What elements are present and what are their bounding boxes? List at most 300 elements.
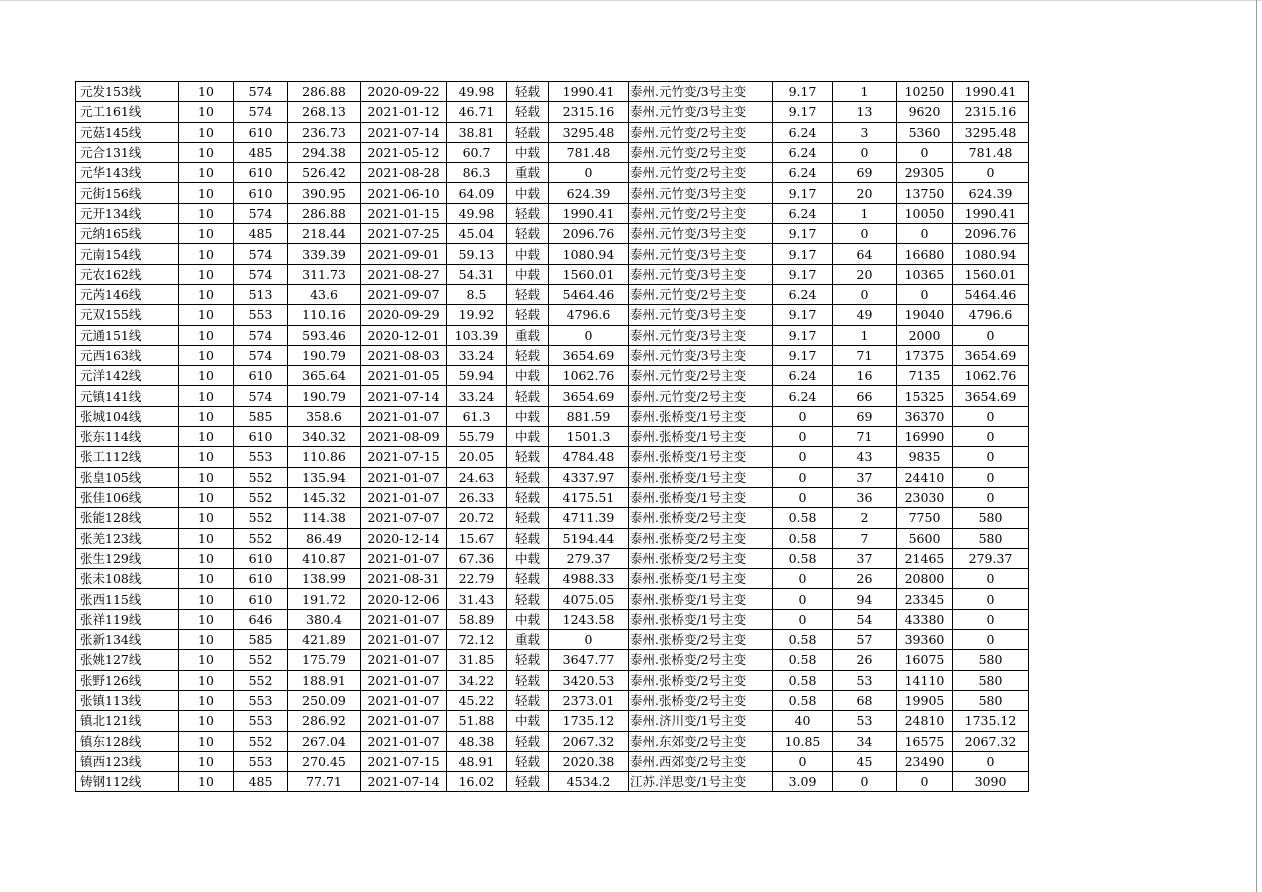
max-current-cell[interactable]: 110.86 [288, 447, 361, 467]
transformer-spare-cell[interactable]: 40 [773, 711, 833, 731]
spare-capacity-cell[interactable]: 0 [549, 163, 629, 183]
load-rate-cell[interactable]: 46.71 [447, 102, 507, 122]
user-count-cell[interactable]: 49 [833, 305, 897, 325]
load-rate-cell[interactable]: 24.63 [447, 467, 507, 487]
max-current-cell[interactable]: 218.44 [288, 224, 361, 244]
line-name-cell[interactable]: 张生129线 [76, 548, 179, 568]
voltage-cell[interactable]: 10 [179, 82, 234, 102]
transformer-cell[interactable]: 泰州.元竹变/2号主变 [629, 203, 773, 223]
line-name-cell[interactable]: 张城104线 [76, 406, 179, 426]
date-cell[interactable]: 2020-09-22 [361, 82, 447, 102]
user-count-cell[interactable]: 26 [833, 650, 897, 670]
rated-current-cell[interactable]: 485 [234, 224, 288, 244]
user-count-cell[interactable]: 26 [833, 569, 897, 589]
user-count-cell[interactable]: 1 [833, 82, 897, 102]
load-status-cell[interactable]: 轻载 [507, 82, 549, 102]
spare-capacity-cell[interactable]: 2373.01 [549, 690, 629, 710]
load-status-cell[interactable]: 重载 [507, 630, 549, 650]
line-name-cell[interactable]: 张未108线 [76, 569, 179, 589]
max-current-cell[interactable]: 190.79 [288, 386, 361, 406]
load-rate-cell[interactable]: 55.79 [447, 427, 507, 447]
transfer-capacity-cell[interactable]: 0 [953, 325, 1029, 345]
rated-current-cell[interactable]: 553 [234, 690, 288, 710]
load-rate-cell[interactable]: 20.05 [447, 447, 507, 467]
load-status-cell[interactable]: 轻载 [507, 751, 549, 771]
date-cell[interactable]: 2021-07-14 [361, 772, 447, 792]
rated-current-cell[interactable]: 610 [234, 427, 288, 447]
load-rate-cell[interactable]: 48.38 [447, 731, 507, 751]
date-cell[interactable]: 2021-01-07 [361, 487, 447, 507]
rated-current-cell[interactable]: 552 [234, 528, 288, 548]
transfer-capacity-cell[interactable]: 580 [953, 670, 1029, 690]
date-cell[interactable]: 2020-09-29 [361, 305, 447, 325]
load-status-cell[interactable]: 轻载 [507, 345, 549, 365]
capacity-cell[interactable]: 21465 [897, 548, 953, 568]
max-current-cell[interactable]: 339.39 [288, 244, 361, 264]
transformer-spare-cell[interactable]: 9.17 [773, 325, 833, 345]
transformer-cell[interactable]: 泰州.元竹变/3号主变 [629, 82, 773, 102]
max-current-cell[interactable]: 390.95 [288, 183, 361, 203]
transformer-spare-cell[interactable]: 0.58 [773, 508, 833, 528]
transformer-cell[interactable]: 泰州.张桥变/1号主变 [629, 447, 773, 467]
spare-capacity-cell[interactable]: 3420.53 [549, 670, 629, 690]
voltage-cell[interactable]: 10 [179, 427, 234, 447]
spare-capacity-cell[interactable]: 5194.44 [549, 528, 629, 548]
user-count-cell[interactable]: 0 [833, 284, 897, 304]
rated-current-cell[interactable]: 646 [234, 609, 288, 629]
user-count-cell[interactable]: 16 [833, 366, 897, 386]
transformer-spare-cell[interactable]: 0 [773, 467, 833, 487]
transformer-spare-cell[interactable]: 6.24 [773, 366, 833, 386]
load-status-cell[interactable]: 轻载 [507, 731, 549, 751]
voltage-cell[interactable]: 10 [179, 751, 234, 771]
spare-capacity-cell[interactable]: 4075.05 [549, 589, 629, 609]
max-current-cell[interactable]: 114.38 [288, 508, 361, 528]
max-current-cell[interactable]: 86.49 [288, 528, 361, 548]
transformer-spare-cell[interactable]: 6.24 [773, 386, 833, 406]
spare-capacity-cell[interactable]: 4711.39 [549, 508, 629, 528]
capacity-cell[interactable]: 10050 [897, 203, 953, 223]
transfer-capacity-cell[interactable]: 0 [953, 447, 1029, 467]
load-rate-cell[interactable]: 103.39 [447, 325, 507, 345]
voltage-cell[interactable]: 10 [179, 630, 234, 650]
transfer-capacity-cell[interactable]: 580 [953, 690, 1029, 710]
load-rate-cell[interactable]: 33.24 [447, 345, 507, 365]
transformer-cell[interactable]: 泰州.张桥变/1号主变 [629, 467, 773, 487]
voltage-cell[interactable]: 10 [179, 569, 234, 589]
max-current-cell[interactable]: 268.13 [288, 102, 361, 122]
load-status-cell[interactable]: 中载 [507, 427, 549, 447]
voltage-cell[interactable]: 10 [179, 447, 234, 467]
load-status-cell[interactable]: 轻载 [507, 690, 549, 710]
transformer-cell[interactable]: 泰州.元竹变/2号主变 [629, 163, 773, 183]
transfer-capacity-cell[interactable]: 1990.41 [953, 82, 1029, 102]
capacity-cell[interactable]: 14110 [897, 670, 953, 690]
spare-capacity-cell[interactable]: 3654.69 [549, 345, 629, 365]
date-cell[interactable]: 2021-01-07 [361, 690, 447, 710]
load-status-cell[interactable]: 轻载 [507, 569, 549, 589]
user-count-cell[interactable]: 64 [833, 244, 897, 264]
rated-current-cell[interactable]: 553 [234, 447, 288, 467]
user-count-cell[interactable]: 13 [833, 102, 897, 122]
max-current-cell[interactable]: 294.38 [288, 142, 361, 162]
capacity-cell[interactable]: 10365 [897, 264, 953, 284]
capacity-cell[interactable]: 0 [897, 224, 953, 244]
max-current-cell[interactable]: 526.42 [288, 163, 361, 183]
rated-current-cell[interactable]: 552 [234, 670, 288, 690]
voltage-cell[interactable]: 10 [179, 548, 234, 568]
capacity-cell[interactable]: 36370 [897, 406, 953, 426]
transformer-cell[interactable]: 泰州.元竹变/3号主变 [629, 325, 773, 345]
transformer-cell[interactable]: 泰州.元竹变/3号主变 [629, 244, 773, 264]
spare-capacity-cell[interactable]: 1560.01 [549, 264, 629, 284]
capacity-cell[interactable]: 0 [897, 142, 953, 162]
voltage-cell[interactable]: 10 [179, 366, 234, 386]
spare-capacity-cell[interactable]: 279.37 [549, 548, 629, 568]
transformer-spare-cell[interactable]: 9.17 [773, 305, 833, 325]
transformer-cell[interactable]: 泰州.西郊变/2号主变 [629, 751, 773, 771]
date-cell[interactable]: 2021-01-07 [361, 406, 447, 426]
transfer-capacity-cell[interactable]: 5464.46 [953, 284, 1029, 304]
load-status-cell[interactable]: 重载 [507, 163, 549, 183]
voltage-cell[interactable]: 10 [179, 325, 234, 345]
load-rate-cell[interactable]: 45.04 [447, 224, 507, 244]
spare-capacity-cell[interactable]: 4784.48 [549, 447, 629, 467]
load-rate-cell[interactable]: 49.98 [447, 82, 507, 102]
line-name-cell[interactable]: 元菇145线 [76, 122, 179, 142]
voltage-cell[interactable]: 10 [179, 305, 234, 325]
user-count-cell[interactable]: 0 [833, 224, 897, 244]
capacity-cell[interactable]: 13750 [897, 183, 953, 203]
load-rate-cell[interactable]: 19.92 [447, 305, 507, 325]
max-current-cell[interactable]: 286.88 [288, 82, 361, 102]
transformer-spare-cell[interactable]: 6.24 [773, 203, 833, 223]
line-name-cell[interactable]: 元街156线 [76, 183, 179, 203]
spare-capacity-cell[interactable]: 1062.76 [549, 366, 629, 386]
transformer-cell[interactable]: 泰州.济川变/1号主变 [629, 711, 773, 731]
capacity-cell[interactable]: 0 [897, 772, 953, 792]
capacity-cell[interactable]: 23030 [897, 487, 953, 507]
voltage-cell[interactable]: 10 [179, 670, 234, 690]
load-rate-cell[interactable]: 64.09 [447, 183, 507, 203]
voltage-cell[interactable]: 10 [179, 589, 234, 609]
spare-capacity-cell[interactable]: 624.39 [549, 183, 629, 203]
spare-capacity-cell[interactable]: 3654.69 [549, 386, 629, 406]
voltage-cell[interactable]: 10 [179, 731, 234, 751]
max-current-cell[interactable]: 593.46 [288, 325, 361, 345]
date-cell[interactable]: 2021-09-07 [361, 284, 447, 304]
transformer-spare-cell[interactable]: 6.24 [773, 163, 833, 183]
load-status-cell[interactable]: 中载 [507, 183, 549, 203]
rated-current-cell[interactable]: 574 [234, 345, 288, 365]
transfer-capacity-cell[interactable]: 1062.76 [953, 366, 1029, 386]
line-name-cell[interactable]: 元洋142线 [76, 366, 179, 386]
voltage-cell[interactable]: 10 [179, 690, 234, 710]
max-current-cell[interactable]: 191.72 [288, 589, 361, 609]
transformer-cell[interactable]: 泰州.张桥变/1号主变 [629, 609, 773, 629]
voltage-cell[interactable]: 10 [179, 467, 234, 487]
date-cell[interactable]: 2020-12-01 [361, 325, 447, 345]
load-rate-cell[interactable]: 60.7 [447, 142, 507, 162]
capacity-cell[interactable]: 43380 [897, 609, 953, 629]
max-current-cell[interactable]: 188.91 [288, 670, 361, 690]
load-status-cell[interactable]: 轻载 [507, 305, 549, 325]
user-count-cell[interactable]: 0 [833, 772, 897, 792]
transformer-cell[interactable]: 泰州.元竹变/3号主变 [629, 305, 773, 325]
transformer-spare-cell[interactable]: 9.17 [773, 183, 833, 203]
rated-current-cell[interactable]: 610 [234, 183, 288, 203]
line-name-cell[interactable]: 元南154线 [76, 244, 179, 264]
user-count-cell[interactable]: 71 [833, 427, 897, 447]
max-current-cell[interactable]: 410.87 [288, 548, 361, 568]
transformer-spare-cell[interactable]: 0.58 [773, 690, 833, 710]
load-rate-cell[interactable]: 59.13 [447, 244, 507, 264]
load-status-cell[interactable]: 中载 [507, 711, 549, 731]
transfer-capacity-cell[interactable]: 0 [953, 163, 1029, 183]
rated-current-cell[interactable]: 574 [234, 264, 288, 284]
date-cell[interactable]: 2021-01-07 [361, 711, 447, 731]
transfer-capacity-cell[interactable]: 3654.69 [953, 345, 1029, 365]
date-cell[interactable]: 2021-08-31 [361, 569, 447, 589]
date-cell[interactable]: 2021-01-07 [361, 609, 447, 629]
capacity-cell[interactable]: 2000 [897, 325, 953, 345]
rated-current-cell[interactable]: 552 [234, 731, 288, 751]
capacity-cell[interactable]: 16680 [897, 244, 953, 264]
transformer-cell[interactable]: 泰州.张桥变/2号主变 [629, 630, 773, 650]
line-name-cell[interactable]: 元通151线 [76, 325, 179, 345]
transformer-spare-cell[interactable]: 9.17 [773, 264, 833, 284]
rated-current-cell[interactable]: 552 [234, 508, 288, 528]
voltage-cell[interactable]: 10 [179, 183, 234, 203]
user-count-cell[interactable]: 69 [833, 163, 897, 183]
transformer-spare-cell[interactable]: 0 [773, 406, 833, 426]
load-status-cell[interactable]: 中载 [507, 609, 549, 629]
date-cell[interactable]: 2021-01-07 [361, 650, 447, 670]
date-cell[interactable]: 2021-08-28 [361, 163, 447, 183]
rated-current-cell[interactable]: 585 [234, 406, 288, 426]
voltage-cell[interactable]: 10 [179, 122, 234, 142]
line-name-cell[interactable]: 元工161线 [76, 102, 179, 122]
capacity-cell[interactable]: 0 [897, 284, 953, 304]
load-status-cell[interactable]: 轻载 [507, 284, 549, 304]
load-rate-cell[interactable]: 31.85 [447, 650, 507, 670]
load-rate-cell[interactable]: 49.98 [447, 203, 507, 223]
rated-current-cell[interactable]: 574 [234, 386, 288, 406]
max-current-cell[interactable]: 358.6 [288, 406, 361, 426]
spare-capacity-cell[interactable]: 3647.77 [549, 650, 629, 670]
transformer-cell[interactable]: 泰州.元竹变/3号主变 [629, 264, 773, 284]
load-status-cell[interactable]: 中载 [507, 264, 549, 284]
voltage-cell[interactable]: 10 [179, 406, 234, 426]
rated-current-cell[interactable]: 552 [234, 467, 288, 487]
line-name-cell[interactable]: 张野126线 [76, 670, 179, 690]
transformer-spare-cell[interactable]: 9.17 [773, 224, 833, 244]
voltage-cell[interactable]: 10 [179, 487, 234, 507]
load-status-cell[interactable]: 中载 [507, 548, 549, 568]
load-status-cell[interactable]: 轻载 [507, 467, 549, 487]
max-current-cell[interactable]: 340.32 [288, 427, 361, 447]
date-cell[interactable]: 2021-07-14 [361, 386, 447, 406]
user-count-cell[interactable]: 53 [833, 711, 897, 731]
load-rate-cell[interactable]: 67.36 [447, 548, 507, 568]
voltage-cell[interactable]: 10 [179, 142, 234, 162]
spare-capacity-cell[interactable]: 4988.33 [549, 569, 629, 589]
transformer-spare-cell[interactable]: 0.58 [773, 548, 833, 568]
transformer-cell[interactable]: 泰州.东郊变/2号主变 [629, 731, 773, 751]
user-count-cell[interactable]: 36 [833, 487, 897, 507]
date-cell[interactable]: 2020-12-14 [361, 528, 447, 548]
spare-capacity-cell[interactable]: 1080.94 [549, 244, 629, 264]
line-name-cell[interactable]: 张佳106线 [76, 487, 179, 507]
max-current-cell[interactable]: 421.89 [288, 630, 361, 650]
transformer-cell[interactable]: 泰州.元竹变/3号主变 [629, 345, 773, 365]
capacity-cell[interactable]: 24410 [897, 467, 953, 487]
user-count-cell[interactable]: 43 [833, 447, 897, 467]
load-status-cell[interactable]: 轻载 [507, 772, 549, 792]
capacity-cell[interactable]: 20800 [897, 569, 953, 589]
transformer-spare-cell[interactable]: 3.09 [773, 772, 833, 792]
transformer-cell[interactable]: 泰州.元竹变/3号主变 [629, 183, 773, 203]
transfer-capacity-cell[interactable]: 0 [953, 751, 1029, 771]
load-status-cell[interactable]: 轻载 [507, 386, 549, 406]
transfer-capacity-cell[interactable]: 0 [953, 406, 1029, 426]
max-current-cell[interactable]: 190.79 [288, 345, 361, 365]
capacity-cell[interactable]: 9835 [897, 447, 953, 467]
spare-capacity-cell[interactable]: 0 [549, 630, 629, 650]
load-rate-cell[interactable]: 45.22 [447, 690, 507, 710]
transformer-spare-cell[interactable]: 0 [773, 487, 833, 507]
line-name-cell[interactable]: 张祥119线 [76, 609, 179, 629]
rated-current-cell[interactable]: 610 [234, 548, 288, 568]
line-name-cell[interactable]: 镇北121线 [76, 711, 179, 731]
transfer-capacity-cell[interactable]: 781.48 [953, 142, 1029, 162]
user-count-cell[interactable]: 34 [833, 731, 897, 751]
line-name-cell[interactable]: 元纳165线 [76, 224, 179, 244]
user-count-cell[interactable]: 20 [833, 264, 897, 284]
transfer-capacity-cell[interactable]: 279.37 [953, 548, 1029, 568]
spare-capacity-cell[interactable]: 4175.51 [549, 487, 629, 507]
spare-capacity-cell[interactable]: 2315.16 [549, 102, 629, 122]
transfer-capacity-cell[interactable]: 0 [953, 467, 1029, 487]
voltage-cell[interactable]: 10 [179, 508, 234, 528]
load-status-cell[interactable]: 轻载 [507, 102, 549, 122]
voltage-cell[interactable]: 10 [179, 345, 234, 365]
transfer-capacity-cell[interactable]: 3654.69 [953, 386, 1029, 406]
capacity-cell[interactable]: 7135 [897, 366, 953, 386]
max-current-cell[interactable]: 267.04 [288, 731, 361, 751]
transfer-capacity-cell[interactable]: 0 [953, 427, 1029, 447]
user-count-cell[interactable]: 68 [833, 690, 897, 710]
load-rate-cell[interactable]: 54.31 [447, 264, 507, 284]
transformer-spare-cell[interactable]: 10.85 [773, 731, 833, 751]
date-cell[interactable]: 2021-01-07 [361, 548, 447, 568]
capacity-cell[interactable]: 23345 [897, 589, 953, 609]
load-status-cell[interactable]: 中载 [507, 142, 549, 162]
max-current-cell[interactable]: 365.64 [288, 366, 361, 386]
load-rate-cell[interactable]: 72.12 [447, 630, 507, 650]
transformer-spare-cell[interactable]: 9.17 [773, 82, 833, 102]
rated-current-cell[interactable]: 485 [234, 142, 288, 162]
transfer-capacity-cell[interactable]: 2067.32 [953, 731, 1029, 751]
capacity-cell[interactable]: 39360 [897, 630, 953, 650]
line-name-cell[interactable]: 元镇141线 [76, 386, 179, 406]
load-rate-cell[interactable]: 31.43 [447, 589, 507, 609]
spare-capacity-cell[interactable]: 2067.32 [549, 731, 629, 751]
load-status-cell[interactable]: 轻载 [507, 670, 549, 690]
line-name-cell[interactable]: 张西115线 [76, 589, 179, 609]
voltage-cell[interactable]: 10 [179, 102, 234, 122]
date-cell[interactable]: 2021-01-12 [361, 102, 447, 122]
capacity-cell[interactable]: 23490 [897, 751, 953, 771]
transformer-cell[interactable]: 泰州.张桥变/2号主变 [629, 528, 773, 548]
transfer-capacity-cell[interactable]: 580 [953, 508, 1029, 528]
rated-current-cell[interactable]: 585 [234, 630, 288, 650]
transfer-capacity-cell[interactable]: 580 [953, 528, 1029, 548]
transfer-capacity-cell[interactable]: 1080.94 [953, 244, 1029, 264]
transformer-cell[interactable]: 江苏.洋思变/1号主变 [629, 772, 773, 792]
line-name-cell[interactable]: 元芮146线 [76, 284, 179, 304]
transformer-spare-cell[interactable]: 0 [773, 609, 833, 629]
load-status-cell[interactable]: 轻载 [507, 528, 549, 548]
date-cell[interactable]: 2021-07-15 [361, 751, 447, 771]
max-current-cell[interactable]: 311.73 [288, 264, 361, 284]
rated-current-cell[interactable]: 574 [234, 325, 288, 345]
rated-current-cell[interactable]: 610 [234, 569, 288, 589]
rated-current-cell[interactable]: 574 [234, 102, 288, 122]
spare-capacity-cell[interactable]: 0 [549, 325, 629, 345]
line-name-cell[interactable]: 元合131线 [76, 142, 179, 162]
transformer-spare-cell[interactable]: 6.24 [773, 284, 833, 304]
user-count-cell[interactable]: 20 [833, 183, 897, 203]
load-rate-cell[interactable]: 16.02 [447, 772, 507, 792]
transfer-capacity-cell[interactable]: 2315.16 [953, 102, 1029, 122]
load-status-cell[interactable]: 重载 [507, 325, 549, 345]
load-rate-cell[interactable]: 26.33 [447, 487, 507, 507]
user-count-cell[interactable]: 69 [833, 406, 897, 426]
transformer-spare-cell[interactable]: 6.24 [773, 122, 833, 142]
line-name-cell[interactable]: 镇西123线 [76, 751, 179, 771]
transfer-capacity-cell[interactable]: 0 [953, 569, 1029, 589]
rated-current-cell[interactable]: 553 [234, 305, 288, 325]
line-name-cell[interactable]: 铸钢112线 [76, 772, 179, 792]
date-cell[interactable]: 2021-01-05 [361, 366, 447, 386]
voltage-cell[interactable]: 10 [179, 224, 234, 244]
user-count-cell[interactable]: 94 [833, 589, 897, 609]
capacity-cell[interactable]: 5360 [897, 122, 953, 142]
line-name-cell[interactable]: 张镇113线 [76, 690, 179, 710]
load-rate-cell[interactable]: 22.79 [447, 569, 507, 589]
date-cell[interactable]: 2021-01-07 [361, 731, 447, 751]
load-rate-cell[interactable]: 48.91 [447, 751, 507, 771]
line-name-cell[interactable]: 元双155线 [76, 305, 179, 325]
transformer-cell[interactable]: 泰州.元竹变/2号主变 [629, 366, 773, 386]
voltage-cell[interactable]: 10 [179, 711, 234, 731]
transfer-capacity-cell[interactable]: 3090 [953, 772, 1029, 792]
transformer-cell[interactable]: 泰州.张桥变/2号主变 [629, 508, 773, 528]
voltage-cell[interactable]: 10 [179, 609, 234, 629]
rated-current-cell[interactable]: 610 [234, 122, 288, 142]
capacity-cell[interactable]: 10250 [897, 82, 953, 102]
rated-current-cell[interactable]: 610 [234, 589, 288, 609]
line-name-cell[interactable]: 镇东128线 [76, 731, 179, 751]
load-status-cell[interactable]: 轻载 [507, 122, 549, 142]
date-cell[interactable]: 2021-01-15 [361, 203, 447, 223]
user-count-cell[interactable]: 45 [833, 751, 897, 771]
line-name-cell[interactable]: 张工112线 [76, 447, 179, 467]
spare-capacity-cell[interactable]: 1735.12 [549, 711, 629, 731]
load-rate-cell[interactable]: 8.5 [447, 284, 507, 304]
date-cell[interactable]: 2021-07-14 [361, 122, 447, 142]
